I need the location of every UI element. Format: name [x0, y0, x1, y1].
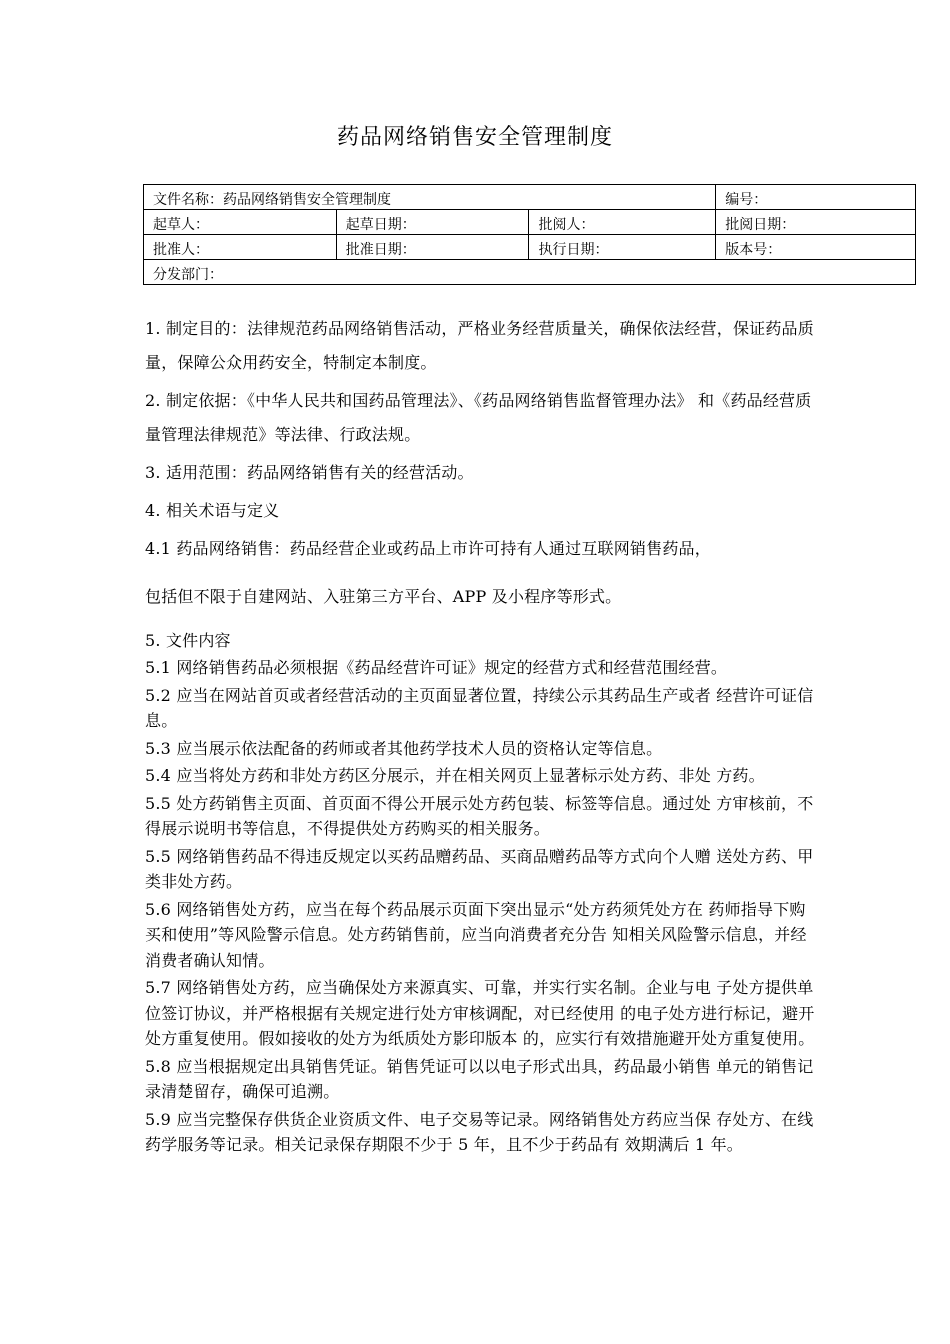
drafter-cell: 起草人：	[144, 210, 337, 235]
section-scope: 3. 适用范围：药品网络销售有关的经营活动。	[145, 463, 474, 482]
clause-5-2: 5.2 应当在网站首页或者经营活动的主页面显著位置，持续公示其药品生产或者 经营许可证信息。	[145, 685, 814, 730]
number-cell: 编号：	[716, 185, 916, 210]
document-title: 药品网络销售安全管理制度	[336, 125, 613, 150]
table-row	[144, 185, 916, 210]
table-row	[144, 260, 916, 285]
table-row	[144, 210, 916, 235]
file-name-cell: 文件名称：药品网络销售安全管理制度	[144, 185, 716, 210]
department-cell: 分发部门：	[144, 260, 916, 285]
reviewer-cell: 批阅人：	[529, 210, 716, 235]
clause-5-9: 5.9 应当完整保存供货企业资质文件、电子交易等记录。网络销售处方药应当保 存处方、在线药学服务等记录。相关记录保存期限不少于 5 年，且不少于药品有 效期满后 1 年。	[145, 1109, 814, 1154]
effective-date-cell: 执行日期：	[529, 235, 716, 260]
clause-5-3: 5.3 应当展示依法配备的药师或者其他药学技术人员的资格认定等信息。	[145, 738, 663, 758]
clause-5-7: 5.7 网络销售处方药，应当确保处方来源真实、可靠，并实行实名制。企业与电 子处方提供单位签订协议，并严格根据有关规定进行处方审核调配，对已经使用 的电子处方进行标记，避开处方重复使用。假如接收的处方为纸质处方影印版本 的，应实行有效措施避开处方重复使用。	[145, 978, 815, 1048]
clause-5-8: 5.8 应当根据规定出具销售凭证。销售凭证可以以电子形式出具，药品最小销售 单元的销售记录清楚留存，确保可追溯。	[145, 1056, 814, 1101]
version-cell: 版本号：	[716, 235, 916, 260]
term-definition-line-2: 包括但不限于自建网站、入驻第三方平台、APP 及小程序等形式。	[145, 587, 622, 606]
clause-5-6: 5.6 网络销售处方药，应当在每个药品展示页面下突出显示“处方药须凭处方在 药师指导下购买和使用”等风险警示信息。处方药销售前，应当向消费者充分告 知相关风险警示信息，并经消费者确认知情。	[145, 899, 807, 970]
approver-cell: 批准人：	[144, 235, 337, 260]
clause-5-4: 5.4 应当将处方药和非处方药区分展示，并在相关网页上显著标示处方药、非处 方药。	[145, 766, 765, 785]
section-purpose: 1. 制定目的：法律规范药品网络销售活动，严格业务经营质量关，确保依法经营，保证药品质量，保障公众用药安全，特制定本制度。	[145, 319, 814, 372]
draft-date-cell: 起草日期：	[336, 210, 529, 235]
section-terms-heading: 4. 相关术语与定义	[145, 501, 280, 520]
section-basis: 2. 制定依据：《中华人民共和国药品管理法》、《药品网络销售监督管理办法》 和《药品经营质量管理法律规范》等法律、行政法规。	[145, 391, 812, 444]
review-date-cell: 批阅日期：	[716, 210, 916, 235]
term-definition-line-1: 4.1 药品网络销售：药品经营企业或药品上市许可持有人通过互联网销售药品，	[145, 539, 711, 558]
clause-5-5b: 5.5 网络销售药品不得违反规定以买药品赠药品、买商品赠药品等方式向个人赠 送处方药、甲类非处方药。	[145, 846, 814, 891]
document-body	[145, 312, 819, 1158]
clause-5-5a: 5.5 处方药销售主页面、首页面不得公开展示处方药包装、标签等信息。通过处 方审核前，不得展示说明书等信息，不得提供处方药购买的相关服务。	[145, 793, 814, 838]
approve-date-cell: 批准日期：	[336, 235, 529, 260]
document-info-table	[143, 184, 916, 285]
clause-5-1: 5.1 网络销售药品必须根据《药品经营许可证》规定的经营方式和经营范围经营。	[145, 658, 728, 677]
section-content-heading: 5. 文件内容	[145, 631, 231, 650]
table-row	[144, 235, 916, 260]
